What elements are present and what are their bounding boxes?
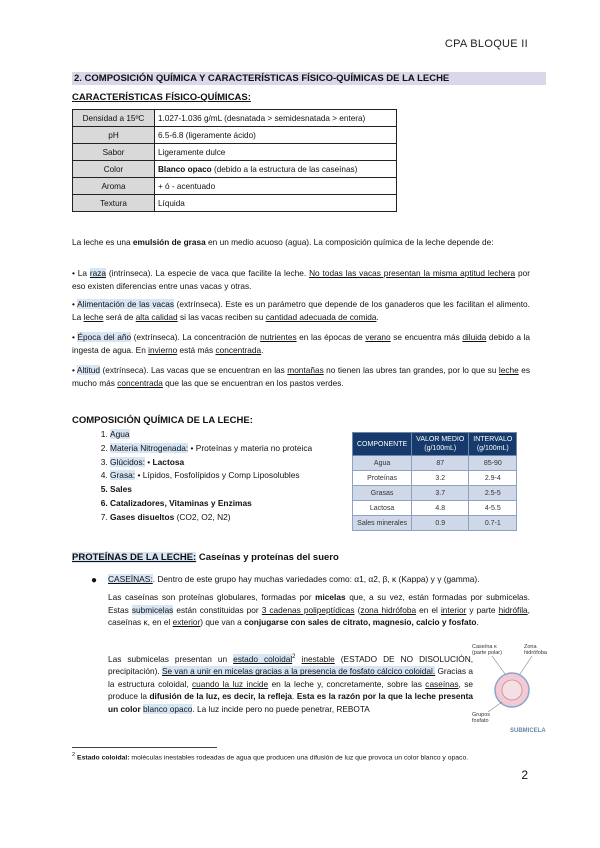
underlined: hidrófila <box>498 604 528 615</box>
intro-paragraph <box>72 236 530 249</box>
factor-alimentacion <box>72 298 530 323</box>
col-header-line: (g/100mL) <box>476 445 509 452</box>
text: . La luz incide pero no puede penetrar, REBOTA <box>192 703 370 714</box>
caseinas-paragraph-1 <box>108 591 530 629</box>
text: en un medio acuoso (agua). La composición química de la leche depende de: <box>205 237 494 247</box>
underlined: leche <box>83 311 104 322</box>
composition-values-table <box>352 432 517 531</box>
underlined: caseínas <box>425 678 459 689</box>
underlined: Se van a unir en micelas gracias a la presencia de fosfato cálcico coloidal. <box>161 666 436 677</box>
text: • Proteínas y materia no proteica <box>188 442 313 453</box>
text: en el <box>416 604 441 615</box>
keyword: submicelas <box>131 604 174 615</box>
text: Las caseínas son proteínas globulares, formadas por <box>108 592 316 602</box>
col-header: COMPONENTE <box>353 433 412 456</box>
section-title: 2. COMPOSICIÓN QUÍMICA Y CARACTERÍSTICAS FÍSICO-QUÍMICAS DE LA LECHE <box>72 72 546 85</box>
table-row <box>353 471 517 486</box>
text: La leche es una <box>72 237 133 247</box>
keyword: Altitud <box>76 365 100 375</box>
col-header-line: INTERVALO <box>473 436 513 443</box>
diagram-label: Grupos <box>472 712 491 718</box>
text: se encuentra más <box>390 332 463 342</box>
table-row <box>73 195 397 212</box>
footnote-number: 2 <box>72 752 76 758</box>
proteins-title <box>72 552 339 563</box>
text: ( <box>354 604 361 615</box>
keyword: raza <box>89 268 107 278</box>
text: es mucho más <box>72 365 530 388</box>
text-bold: Catalizadores, Vitaminas y Enzimas <box>110 497 252 508</box>
prop-value: 6.5-6.8 (ligeramente ácido) <box>155 127 397 144</box>
keyword: Materia Nitrogenada: <box>110 442 189 453</box>
diagram-caption: SUBMICELA <box>510 728 546 734</box>
diagram-label: Zona <box>524 644 537 650</box>
prop-value: + ó - acentuado <box>155 178 397 195</box>
footnote-divider <box>72 747 217 748</box>
table-row <box>353 456 517 471</box>
underlined: concentrada <box>117 377 163 388</box>
list-item <box>110 483 390 497</box>
text-bold: Sales <box>110 484 132 495</box>
col-header <box>412 433 469 456</box>
underlined: cuando la luz incide <box>192 678 269 689</box>
diagram-label: Caseína κ <box>472 644 497 650</box>
text: será de <box>103 311 136 322</box>
text: • Lípidos, Fosfolípidos y Comp Liposolubles <box>135 470 300 481</box>
caseinas-paragraph-2 <box>108 651 473 715</box>
properties-subtitle-text: CARACTERÍSTICAS FÍSICO-QUÍMICAS: <box>72 92 251 103</box>
underlined: leche <box>498 365 519 375</box>
keyword: Alimentación de las vacas <box>77 299 175 309</box>
diagram-label: hidrófoba <box>524 650 547 656</box>
table-row <box>73 110 397 127</box>
prop-value: Líquida <box>155 195 397 212</box>
cell: Proteínas <box>353 471 412 486</box>
composition-list <box>72 428 390 525</box>
keyword: PROTEÍNAS DE LA LECHE: <box>72 552 197 563</box>
keyword: CASEÍNAS: <box>108 574 153 584</box>
table-row <box>353 516 517 531</box>
keyword: blanco opaco <box>143 703 193 714</box>
cell: Grasas <box>353 486 412 501</box>
cell: 0.7-1 <box>469 516 517 531</box>
underlined: interior <box>440 604 467 615</box>
text: . <box>376 311 379 322</box>
keyword: Glúcidos: <box>110 456 145 467</box>
underlined: estado coloidal <box>233 653 293 664</box>
composition-title: COMPOSICIÓN QUÍMICA DE LA LECHE: <box>72 415 253 426</box>
col-header <box>469 433 517 456</box>
table-row <box>353 501 517 516</box>
list-item <box>110 428 390 442</box>
prop-value-rest: (debido a la estructura de las caseínas) <box>211 164 358 174</box>
prop-value: Ligeramente dulce <box>155 144 397 161</box>
text: moléculas inestables rodeadas de agua que producen una difusión de luz que provoca un color blanco y opaco. <box>129 754 469 762</box>
footnote <box>72 752 542 761</box>
text-bold: Lactosa <box>152 456 185 467</box>
diagram-label: (parte polar) <box>472 650 502 656</box>
cell: 3.2 <box>412 471 469 486</box>
underlined: No todas las vacas presentan la misma aptitud lechera <box>309 268 516 278</box>
list-item <box>110 511 390 525</box>
cell: 0.9 <box>412 516 469 531</box>
table-row <box>73 161 397 178</box>
text-bold: Estado coloidal: <box>77 754 130 762</box>
prop-key: pH <box>73 127 155 144</box>
prop-key: Densidad a 15ºC <box>73 110 155 127</box>
table-row <box>73 178 397 195</box>
prop-key: Sabor <box>73 144 155 161</box>
cell: 2.9-4 <box>469 471 517 486</box>
text: debido a la ingesta de agua. En <box>72 332 531 355</box>
text: en las épocas de <box>296 332 366 342</box>
cell: 87 <box>412 456 469 471</box>
diagram-pointer <box>488 702 502 712</box>
factor-altitud <box>72 364 530 389</box>
text: (intrínseca). La especie de vaca que facilite la leche. <box>106 268 310 278</box>
text: (extrínseca). La concentración de <box>131 332 261 342</box>
table-row <box>353 486 517 501</box>
text: • <box>72 299 78 309</box>
list-item <box>110 497 390 511</box>
cell: Agua <box>353 456 412 471</box>
prop-key: Textura <box>73 195 155 212</box>
underlined: 3 cadenas polipeptídicas <box>261 604 355 615</box>
text: . <box>292 691 297 702</box>
text: Las submicelas presentan un <box>108 653 234 664</box>
text-bold: conjugarse con sales de citrato, magnesio, calcio y fosfato <box>244 617 477 627</box>
text: está más <box>177 344 216 355</box>
page-header: CPA BLOQUE II <box>444 38 528 50</box>
text: en la leche y, concretamente, sobre las <box>268 678 426 689</box>
submicela-core-icon <box>502 680 522 700</box>
text: Gracias a la estructura coloidal, <box>108 666 473 689</box>
text: (ESTADO DE NO DISOLUCIÓN, precipitación). <box>108 653 474 677</box>
col-header-line: VALOR MEDIO <box>416 436 465 443</box>
text: y parte <box>466 604 499 615</box>
underlined: diluida <box>462 332 487 342</box>
factor-raza <box>72 267 530 292</box>
diagram-label: fosfato <box>472 718 489 724</box>
text-bold: Gases disueltos <box>110 511 175 522</box>
table-row <box>73 144 397 161</box>
underlined: exterior <box>172 617 201 627</box>
text: (CO2, O2, N2) <box>174 511 231 522</box>
underlined: zona hidrófoba <box>360 604 417 615</box>
table-row <box>73 127 397 144</box>
text: Caseínas y proteínas del suero <box>196 552 339 563</box>
prop-value <box>155 161 397 178</box>
cell: 4-5.5 <box>469 501 517 516</box>
bullet-icon: ● <box>91 575 98 586</box>
text: están constituidas por <box>173 604 262 615</box>
underlined: montañas <box>287 365 324 375</box>
list-item <box>110 469 390 483</box>
keyword: Época del año <box>77 332 132 342</box>
cell: Lactosa <box>353 501 412 516</box>
text: que las que se encuentran en los pastos verdes. <box>162 377 344 388</box>
list-item <box>110 456 390 470</box>
underlined: alta calidad <box>135 311 178 322</box>
underlined: concentrada <box>215 344 262 355</box>
submicela-diagram <box>470 640 550 735</box>
text: no tienen las ubres tan grandes, por lo que su <box>323 365 499 375</box>
prop-key: Aroma <box>73 178 155 195</box>
text: • La <box>72 268 90 278</box>
cell: 4.8 <box>412 501 469 516</box>
underlined: cantidad adecuada de comida <box>265 311 377 322</box>
page-number: 2 <box>521 768 528 782</box>
text: . <box>261 344 264 355</box>
text: , se produce la <box>108 678 473 702</box>
text: (extrínseca). Las vacas que se encuentran en las <box>99 365 288 375</box>
list-item <box>110 442 390 456</box>
factor-epoca <box>72 331 530 356</box>
cell: 3.7 <box>412 486 469 501</box>
text-bold: difusión de la luz, es decir, la refleja <box>149 691 292 702</box>
prop-value-bold: Blanco opaco <box>158 164 212 174</box>
text: si las vacas reciben su <box>177 311 266 322</box>
text-bold: micelas <box>315 592 346 602</box>
prop-value: 1.027-1.036 g/mL (desnatada > semidesnatada > entera) <box>155 110 397 127</box>
text: . Dentro de este grupo hay muchas variedades como: α1, α2, β, κ (Kappa) y γ (gamma). <box>152 574 480 584</box>
cell: 2.5-5 <box>469 486 517 501</box>
text: (extrínseca). Este es un parámetro que depende de los ganaderos que les facilitan el alimento. La <box>72 299 530 322</box>
text: . <box>476 617 479 627</box>
text-bold: Esta es la razón por la que la leche presenta un color <box>108 691 473 714</box>
underlined: invierno <box>148 344 178 355</box>
table-header-row <box>353 433 517 456</box>
keyword: Agua <box>110 429 130 439</box>
text: • <box>144 456 153 467</box>
footnote-ref: 2 <box>292 654 296 660</box>
text: • <box>72 365 77 375</box>
properties-subtitle <box>72 92 251 103</box>
text: , caseínas κ, en el <box>108 604 530 627</box>
text: ) que van a <box>200 617 245 627</box>
caseinas-line <box>108 574 480 584</box>
text-bold: emulsión de grasa <box>132 237 206 247</box>
cell: 85-90 <box>469 456 517 471</box>
properties-table <box>72 109 397 212</box>
cell: Sales minerales <box>353 516 412 531</box>
underlined: nutrientes <box>260 332 297 342</box>
text: que, a su vez, están formadas por submicelas. Estas <box>108 592 530 615</box>
underlined: inestable <box>301 653 335 664</box>
col-header-line: (g/100mL) <box>424 445 457 452</box>
prop-key: Color <box>73 161 155 178</box>
text: • <box>72 332 78 342</box>
keyword: Grasa: <box>110 470 136 481</box>
underlined: verano <box>365 332 391 342</box>
text: por eso existen diferencias entre unas vacas y otras. <box>72 268 530 291</box>
